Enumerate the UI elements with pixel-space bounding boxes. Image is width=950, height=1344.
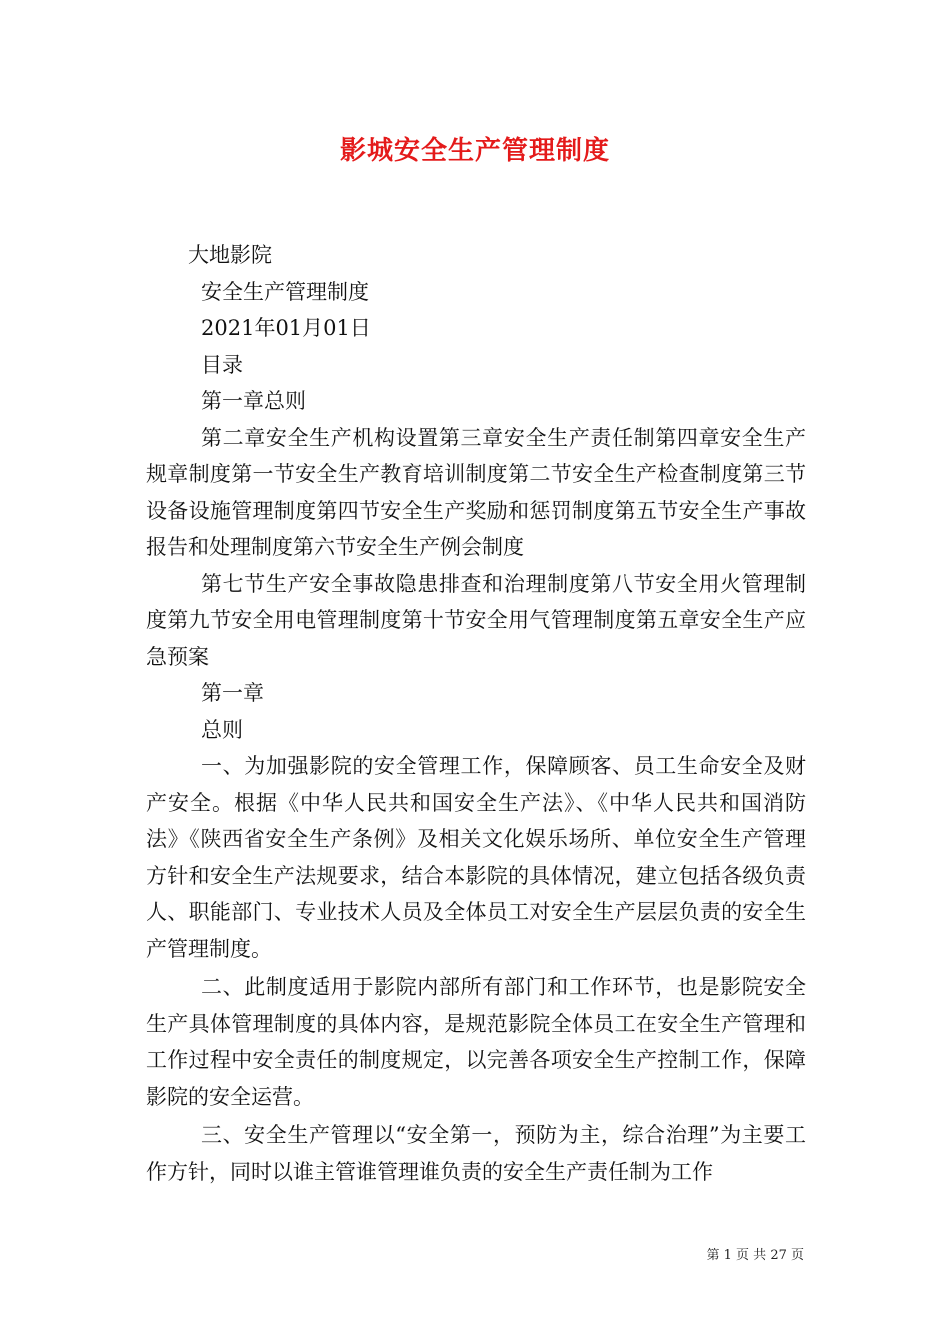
document-date: 2021年01月01日 [201, 316, 371, 340]
body-paragraph-2: 二、此制度适用于影院内部所有部门和工作环节，也是影院安全生产具体管理制度的具体内容，是规范影院全体员工在安全生产管理和工作过程中安全责任的制度规定，以完善各项安全生产控制工作，保障影院的安全运营。 [146, 975, 806, 1109]
chapter-title: 总则 [201, 717, 243, 742]
toc-heading: 目录 [201, 352, 243, 377]
document-body [146, 237, 806, 1190]
body-paragraph-3: 三、安全生产管理以“安全第一，预防为主，综合治理”为主要工作方针，同时以谁主管谁管理谁负责的安全生产责任制为工作 [146, 1123, 806, 1184]
document-title: 影城安全生产管理制度 [339, 136, 610, 166]
body-paragraph-1: 一、为加强影院的安全管理工作，保障顾客、员工生命安全及财产安全。根据《中华人民共和国安全生产法》、《中华人民共和国消防法》《陕西省安全生产条例》及相关文化娱乐场所、单位安全生产管理方针和安全生产法规要求，结合本影院的具体情况，建立包括各级负责人、职能部门、专业技术人员及全体员工对安全生产层层负责的安全生产管理制度。 [146, 754, 806, 961]
toc-paragraph-1: 第二章安全生产机构设置第三章安全生产责任制第四章安全生产规章制度第一节安全生产教育培训制度第二节安全生产检查制度第三节设备设施管理制度第四节安全生产奖励和惩罚制度第五节安全生产事故报告和处理制度第六节安全生产例会制度 [146, 425, 806, 559]
toc-paragraph-2: 第七节生产安全事故隐患排查和治理制度第八节安全用火管理制度第九节安全用电管理制度第十节安全用气管理制度第五章安全生产应急预案 [146, 571, 806, 669]
org-name: 大地影院 [188, 243, 272, 267]
document-subtitle: 安全生产管理制度 [201, 279, 369, 304]
toc-item-chapter-1: 第一章总则 [201, 389, 306, 413]
page-number-footer: 第 1 页 共 27 页 [706, 1248, 804, 1263]
chapter-label: 第一章 [201, 681, 264, 705]
